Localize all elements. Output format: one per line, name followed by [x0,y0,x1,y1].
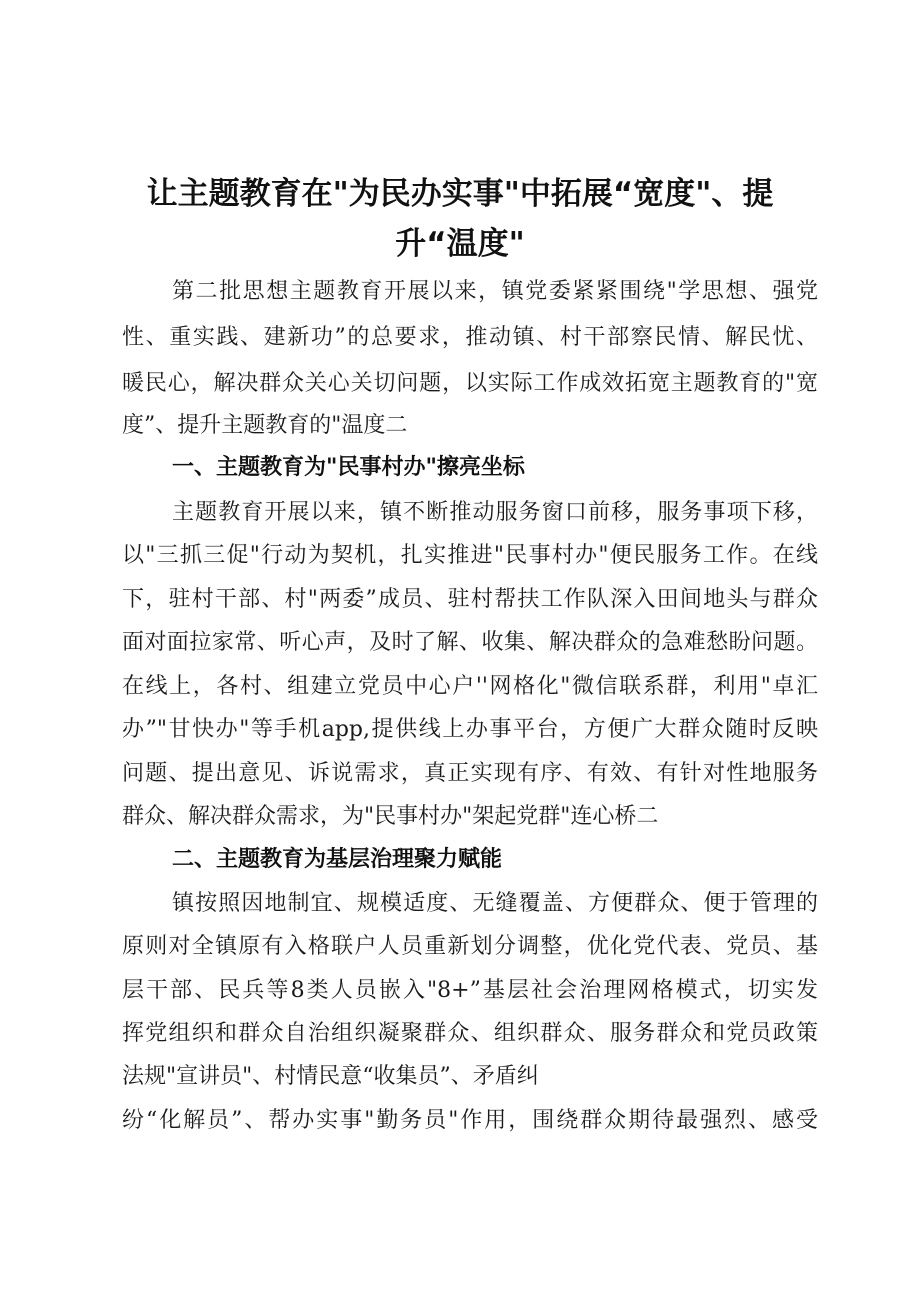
intro-line-4: 度”、提升主题教育的"温度二 [122,413,408,438]
section-2-heading: 二、主题教育为基层治理聚力赋能 [172,847,503,872]
section-2-line-2: 原则对全镇原有入格联户人员重新划分调整，优化党代表、党员、基 [122,934,818,959]
intro-line-2: 性、重实践、建新功”的总要求，推动镇、村干部察民情、解民忧、 [122,325,818,350]
section-1-line-3: 下，驻村干部、村"两委”成员、驻村帮扶工作队深入田间地头与群众 [122,587,818,612]
section-2-line-5: 法规"宣讲员"、村情民意“收集员”、矛盾纠 [122,1064,539,1089]
document-title-line-1: 让主题教育在"为民办实事"中拓展“宽度"、提 [146,176,774,212]
section-1-line-7: 问题、提出意见、诉说需求，真正实现有序、有效、有针对性地服务 [122,761,818,786]
section-2-line-3: 层干部、民兵等8类人员嵌入"8+”基层社会治理网格模式，切实发 [122,978,818,1003]
section-1-line-8: 群众、解决群众需求，为"民事村办"架起党群"连心桥二 [122,804,659,829]
section-1-line-4: 面对面拉家常、听心声，及时了解、收集、解决群众的急难愁盼问题。 [122,630,818,655]
section-1-line-6: 办”"甘快办"等手机app,提供线上办事平台，方便广大群众随时反映 [122,717,818,742]
section-2-line-4: 挥党组织和群众自治组织凝聚群众、组织群众、服务群众和党员政策 [122,1021,818,1046]
section-2-line-6: 纷“化解员”、帮办实事"勤务员"作用，围绕群众期待最强烈、感受 [122,1108,818,1133]
section-1-line-5: 在线上，各村、组建立党员中心户''网格化"微信联系群，利用"卓汇 [122,674,818,699]
section-1-heading: 一、主题教育为"民事村办"擦亮坐标 [172,455,525,480]
section-1-line-2: 以"三抓三促"行动为契机，扎实推进"民事村办"便民服务工作。在线 [122,543,818,568]
document-title-line-2: 升“温度" [395,226,525,262]
section-2-line-1: 镇按照因地制宜、规模适度、无缝覆盖、方便群众、便于管理的 [172,891,818,916]
intro-line-3: 暖民心，解决群众关心关切问题，以实际工作成效拓宽主题教育的"宽 [122,371,818,396]
intro-line-1: 第二批思想主题教育开展以来，镇党委紧紧围绕"学思想、强党 [172,279,818,304]
section-1-line-1: 主题教育开展以来，镇不断推动服务窗口前移，服务事项下移， [172,500,818,525]
